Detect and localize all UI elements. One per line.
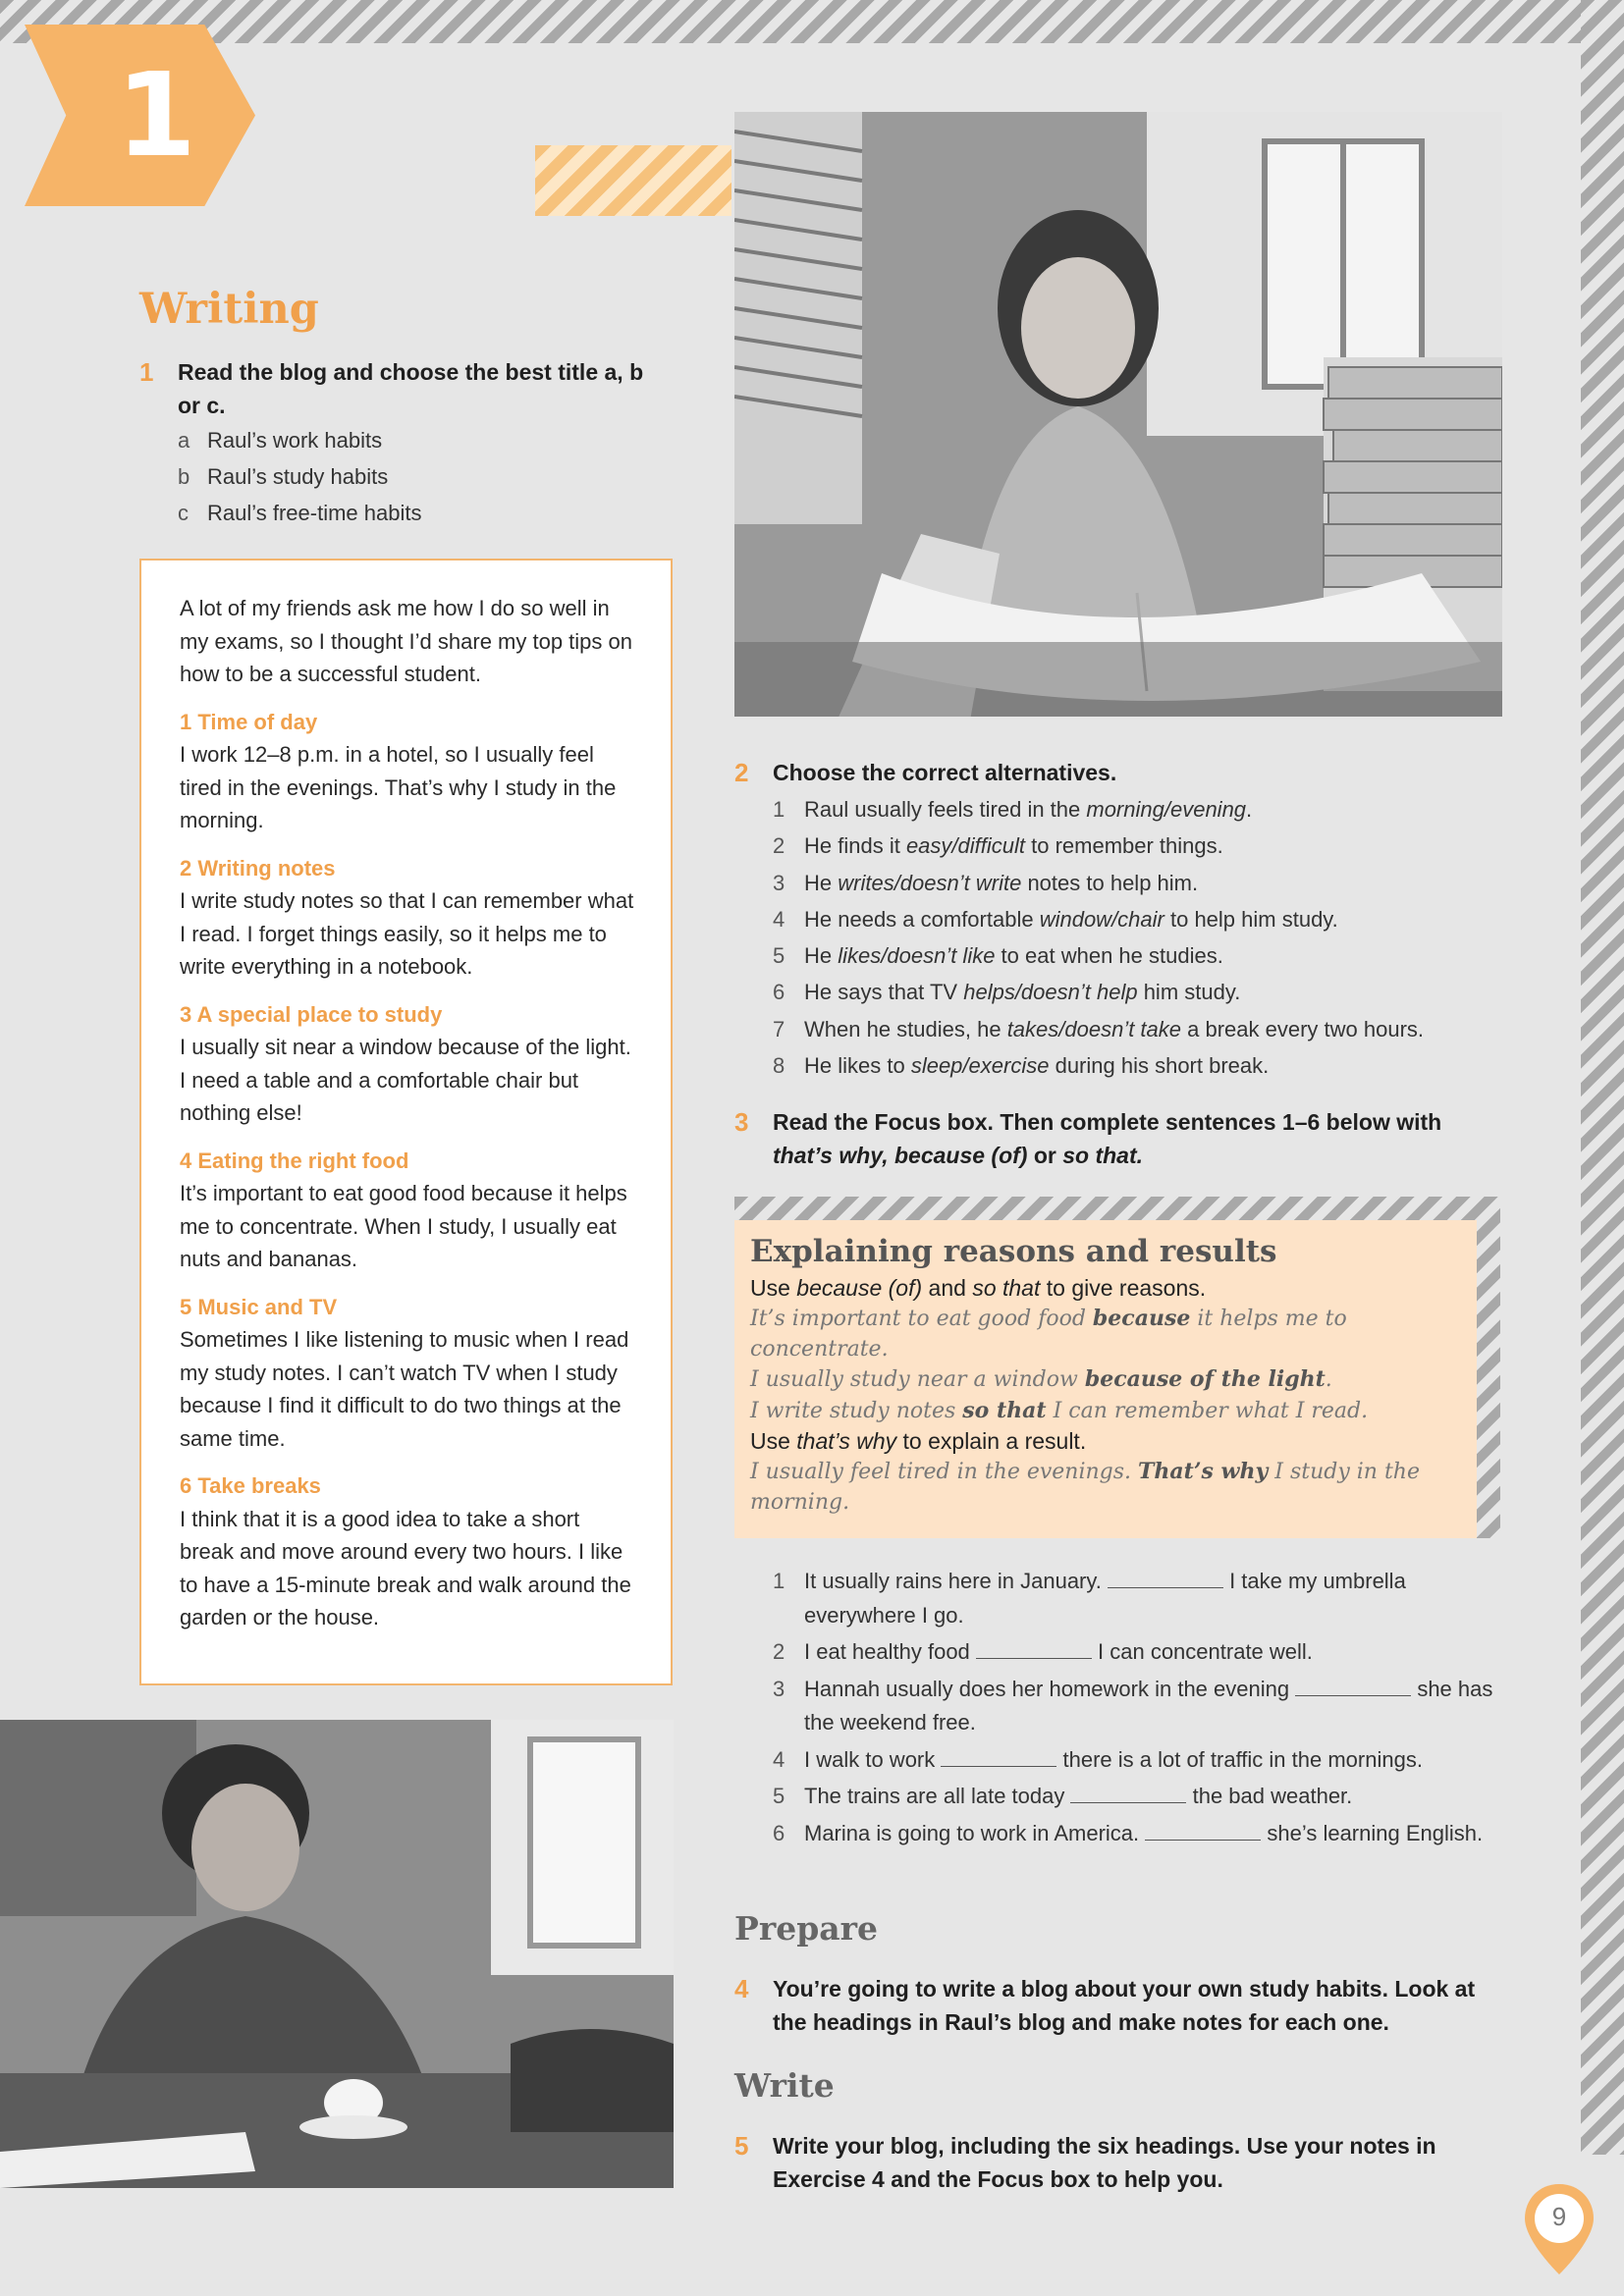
exercise-5-instruction: Write your blog, including the six headings. Use your notes in Exercise 4 and the Focus box to help you. xyxy=(773,2133,1436,2192)
unit-number: 1 xyxy=(116,47,197,183)
exercise-4 xyxy=(734,1972,1500,2039)
focus-example: I usually feel tired in the evenings. That’s why I study in the morning. xyxy=(750,1459,1420,1515)
exercise-1 xyxy=(139,355,670,531)
answer-blank[interactable] xyxy=(941,1747,1056,1767)
focus-rule-reasons: Use because (of) and so that to give reasons. xyxy=(750,1275,1207,1301)
option-a: a Raul’s work habits xyxy=(178,428,383,453)
list-item: 2 He finds it easy/difficult to remember things. xyxy=(773,833,1223,859)
exercise-2-instruction: Choose the correct alternatives. xyxy=(773,760,1117,785)
alternative[interactable]: easy/difficult xyxy=(905,833,1025,859)
exercise-3-instruction: Read the Focus box. Then complete sentences 1–6 below with that’s why, because (of) or so that. xyxy=(773,1109,1442,1168)
list-item: 3 Hannah usually does her homework in the evening she has the weekend free. xyxy=(773,1676,1493,1735)
focus-example: I usually study near a window because of the light. xyxy=(750,1366,1332,1392)
answer-blank[interactable] xyxy=(1070,1784,1186,1803)
top-hatch-border xyxy=(0,0,1624,43)
exercise-3 xyxy=(734,1105,1500,1172)
right-hatch-border xyxy=(1581,0,1624,2155)
focus-rule-result: Use that’s why to explain a result. xyxy=(750,1428,1087,1454)
alternative[interactable]: writes/doesn’t write xyxy=(838,870,1022,895)
exercise-2-number: 2 xyxy=(734,758,749,787)
list-item: 4 He needs a comfortable window/chair to help him study. xyxy=(773,906,1338,932)
photo-man-writing xyxy=(0,1720,674,2188)
exercise-5-number: 5 xyxy=(734,2131,749,2161)
blog-paragraph-3: I usually sit near a window because of the light. I need a table and a comfortable chair but nothing else! xyxy=(180,1035,631,1125)
focus-box-content xyxy=(734,1220,1477,1538)
exercise-4-number: 4 xyxy=(734,1974,749,2003)
blog-paragraph-5: Sometimes I like listening to music when I read my study notes. I can’t watch TV when I study because I find it difficult to do two things at the same time. xyxy=(180,1327,629,1451)
alternative[interactable]: helps/doesn’t help xyxy=(963,980,1138,1005)
list-item: 8 He likes to sleep/exercise during his short break. xyxy=(773,1053,1270,1079)
blog-heading-3: 3 A special place to study xyxy=(180,1001,443,1027)
exercise-4-instruction: You’re going to write a blog about your own study habits. Look at the headings in Raul’s blog and make notes for each one. xyxy=(773,1976,1476,2035)
focus-title: Explaining reasons and results xyxy=(750,1234,1277,1269)
list-item: 1 Raul usually feels tired in the morning/evening. xyxy=(773,797,1253,822)
blog-heading-4: 4 Eating the right food xyxy=(180,1148,409,1173)
answer-blank[interactable] xyxy=(1145,1821,1261,1841)
option-b: b Raul’s study habits xyxy=(178,464,389,489)
exercise-1-instruction: Read the blog and choose the best title a, b or c. xyxy=(178,359,644,418)
answer-blank[interactable] xyxy=(976,1639,1092,1659)
blog-paragraph-2: I write study notes so that I can remember what I read. I forget things easily, so it helps me to write everything in a notebook. xyxy=(180,888,634,979)
write-heading: Write xyxy=(734,2066,835,2105)
blog-paragraph-6: I think that it is a good idea to take a short break and move around every two hours. I like to have a 15-minute break and walk around the garden or the house. xyxy=(180,1506,631,1629)
alternative[interactable]: sleep/exercise xyxy=(910,1053,1050,1079)
focus-example: It’s important to eat good food because it helps me to concentrate. xyxy=(750,1306,1347,1362)
answer-blank[interactable] xyxy=(1108,1569,1223,1588)
exercise-3-number: 3 xyxy=(734,1107,749,1137)
photo-woman-studying xyxy=(734,112,1502,717)
exercise-2 xyxy=(734,756,1500,789)
list-item: 6 He says that TV helps/doesn’t help him study. xyxy=(773,980,1241,1005)
exercise-2-list xyxy=(773,791,1499,1084)
list-item: 7 When he studies, he takes/doesn’t take a break every two hours. xyxy=(773,1016,1425,1041)
list-item: 6 Marina is going to work in America. she’s learning English. xyxy=(773,1820,1484,1845)
blog-intro: A lot of my friends ask me how I do so well in my exams, so I thought I’d share my top tips on how to be a successful student. xyxy=(180,596,632,686)
focus-box xyxy=(734,1197,1500,1538)
list-item: 5 The trains are all late today the bad weather. xyxy=(773,1784,1353,1808)
exercise-3-list xyxy=(773,1565,1499,1850)
alternative[interactable]: window/chair xyxy=(1039,906,1164,932)
section-title: Writing xyxy=(139,285,319,334)
list-item: 2 I eat healthy food I can concentrate well. xyxy=(773,1639,1313,1664)
prepare-heading: Prepare xyxy=(734,1909,879,1948)
focus-example: I write study notes so that I can remember what I read. xyxy=(750,1397,1369,1423)
blog-heading-2: 2 Writing notes xyxy=(180,855,336,881)
answer-blank[interactable] xyxy=(1295,1677,1411,1696)
list-item: 5 He likes/doesn’t like to eat when he studies. xyxy=(773,943,1223,969)
blog-heading-1: 1 Time of day xyxy=(180,709,318,734)
blog-paragraph-1: I work 12–8 p.m. in a hotel, so I usually feel tired in the evenings. That’s why I study in the morning. xyxy=(180,742,617,832)
option-c: c Raul’s free-time habits xyxy=(178,501,422,525)
list-item: 3 He writes/doesn’t write notes to help him. xyxy=(773,870,1199,895)
exercise-5 xyxy=(734,2129,1500,2196)
alternative[interactable]: takes/doesn’t take xyxy=(1006,1016,1182,1041)
blog-paragraph-4: It’s important to eat good food because it helps me to concentrate. When I study, I usually eat nuts and bananas. xyxy=(180,1181,627,1271)
blog-heading-5: 5 Music and TV xyxy=(180,1294,338,1319)
blog-text-box xyxy=(139,559,673,1685)
alternative[interactable]: likes/doesn’t like xyxy=(838,943,996,969)
exercise-1-options xyxy=(178,422,670,531)
exercise-1-number: 1 xyxy=(139,357,154,387)
page-number: 9 xyxy=(1551,2202,1567,2231)
orange-hatch-decoration xyxy=(535,145,731,216)
list-item: 1 It usually rains here in January. I take my umbrella everywhere I go. xyxy=(773,1569,1406,1628)
list-item: 4 I walk to work there is a lot of traffic in the mornings. xyxy=(773,1746,1423,1772)
blog-heading-6: 6 Take breaks xyxy=(180,1473,321,1498)
alternative[interactable]: morning/evening xyxy=(1086,797,1247,822)
